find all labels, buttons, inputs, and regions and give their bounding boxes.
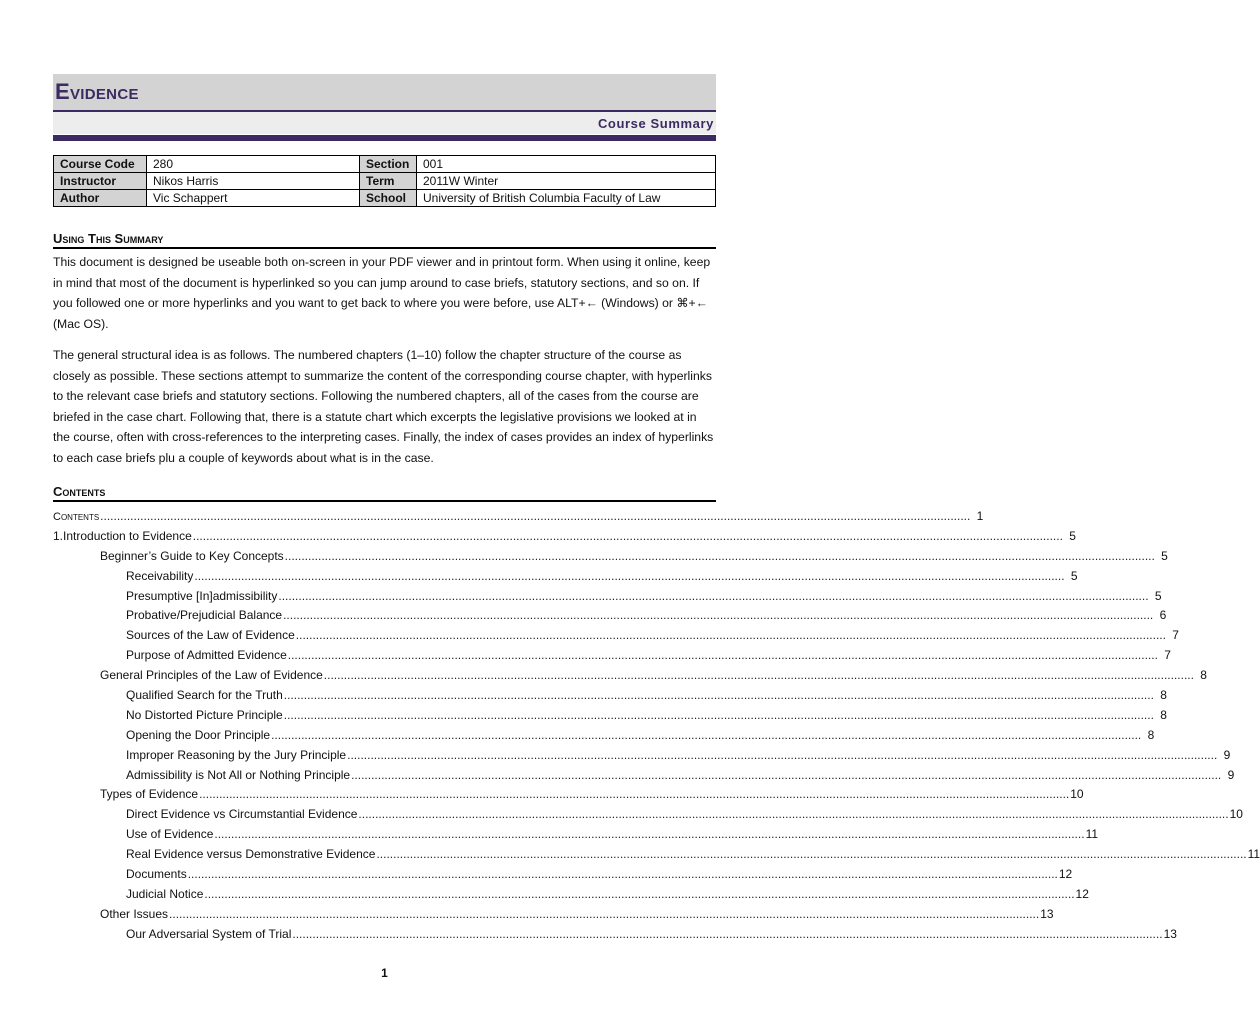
- toc-entry[interactable]: [53, 567, 1078, 587]
- toc-entry-label: Probative/Prejudicial Balance: [126, 608, 283, 623]
- toc-leader-dots: [296, 626, 1166, 646]
- toc-entry-label: Improper Reasoning by the Jury Principle: [126, 747, 347, 762]
- toc-entry-page: 5: [1069, 528, 1076, 543]
- document-title: Evidence: [55, 79, 139, 104]
- toc-leader-dots: [351, 766, 1221, 786]
- toc-entry-label: Qualified Search for the Truth: [126, 688, 283, 703]
- toc-entry-page: 7: [1172, 628, 1179, 643]
- toc-entry[interactable]: [53, 925, 1177, 945]
- toc-entry[interactable]: [53, 507, 984, 527]
- toc-leader-dots: [193, 527, 1063, 547]
- toc-entry[interactable]: [53, 766, 1235, 786]
- course-code-label: Course Code: [54, 156, 147, 173]
- toc-entry[interactable]: [53, 547, 1168, 567]
- toc-entry-page: 10: [1070, 787, 1084, 802]
- table-row: [54, 173, 716, 190]
- toc-entry-page: 1: [976, 509, 984, 523]
- toc-entry[interactable]: [53, 706, 1167, 726]
- toc-leader-dots: [324, 666, 1194, 686]
- toc-entry-page: 8: [1160, 688, 1167, 703]
- toc-entry[interactable]: [53, 626, 1179, 646]
- toc-entry-label: Judicial Notice: [126, 886, 204, 901]
- toc-entry[interactable]: [53, 805, 1243, 825]
- toc-entry-page: 5: [1154, 588, 1162, 603]
- subtitle-bar: [53, 112, 716, 134]
- instructor-label: Instructor: [54, 173, 147, 190]
- toc-entry-label: Real Evidence versus Demonstrative Evidence: [126, 847, 376, 862]
- toc-leader-dots: [214, 825, 1084, 845]
- toc-entry-page: 13: [1040, 906, 1054, 921]
- toc-entry-page: 9: [1223, 747, 1231, 762]
- school-value: University of British Columbia Faculty of Law: [417, 190, 716, 207]
- toc-entry[interactable]: [53, 845, 1260, 865]
- toc-entry-page: 11: [1085, 827, 1099, 842]
- section-value: 001: [417, 156, 716, 173]
- toc-entry-page: 9: [1227, 767, 1235, 782]
- toc-leader-dots: [288, 646, 1158, 666]
- toc-entry-page: 5: [1070, 568, 1078, 583]
- toc-leader-dots: [283, 606, 1153, 626]
- toc-entry-label: Introduction to Evidence: [63, 528, 192, 543]
- toc-entry-label: Types of Evidence: [100, 787, 199, 802]
- document-subtitle: Course Summary: [597, 116, 714, 131]
- toc-leader-dots: [347, 746, 1217, 766]
- toc-entry-page: 12: [1058, 867, 1073, 882]
- toc-entry-label: Our Adversarial System of Trial: [126, 926, 292, 941]
- term-label: Term: [360, 173, 417, 190]
- toc-leader-dots: [100, 507, 970, 527]
- instructor-value: Nikos Harris: [147, 173, 360, 190]
- author-label: Author: [54, 190, 147, 207]
- page-number: 1: [381, 966, 388, 980]
- toc-entry-label: Presumptive [In]admissibility: [126, 588, 278, 603]
- toc-entry-label: Other Issues: [100, 906, 169, 921]
- toc-leader-dots: [376, 845, 1246, 865]
- course-info-table: [53, 155, 716, 207]
- toc-entry[interactable]: [53, 885, 1089, 905]
- toc-entry-page: 12: [1075, 886, 1089, 901]
- toc-entry-label: Opening the Door Principle: [126, 727, 271, 742]
- toc-entry-label: Purpose of Admitted Evidence: [126, 648, 287, 663]
- toc-entry-page: 5: [1161, 548, 1168, 563]
- toc-leader-dots: [278, 587, 1148, 607]
- toc-entry-label: General Principles of the Law of Evidence: [100, 668, 323, 683]
- toc-entry-page: 11: [1247, 847, 1260, 862]
- toc-leader-dots: [188, 865, 1058, 885]
- toc-entry[interactable]: [53, 646, 1171, 666]
- school-label: School: [360, 190, 417, 207]
- toc-entry[interactable]: [53, 726, 1155, 746]
- author-value: Vic Schappert: [147, 190, 360, 207]
- using-summary-paragraph-2: The general structural idea is as follows. The numbered chapters (1–10) follow the chapter structure of the course as closely as possible. These sections attempt to summarize the content of the corresponding course chapter, with hyperlinks to the relevant case briefs and statutory sections. Following the numbered chapters, all of the cases from the course are briefed in the case chart. Following that, there is a statute chart which excerpts the legislative provisions we looked at in the course, often with cross-references to the interpreting cases. Finally, the index of cases provides an index of hyperlinks to each case briefs plu a couple of keywords about what is in the case.: [53, 348, 714, 465]
- toc-leader-dots: [284, 686, 1154, 706]
- table-row: [54, 190, 716, 207]
- contents-heading: Contents: [53, 484, 716, 502]
- toc-entry-label: Direct Evidence vs Circumstantial Evidence: [126, 807, 358, 822]
- toc-leader-dots: [271, 726, 1141, 746]
- toc-leader-dots: [284, 706, 1154, 726]
- toc-entry-label: Receivability: [126, 568, 194, 583]
- toc-entry-page: 8: [1200, 668, 1207, 683]
- toc-entry-page: 8: [1160, 707, 1167, 722]
- toc-entry-page: 6: [1159, 608, 1167, 623]
- toc-entry-page: 7: [1164, 648, 1171, 663]
- toc-leader-dots: [292, 925, 1162, 945]
- using-summary-paragraph-1: This document is designed be useable both on-screen in your PDF viewer and in printout form. When using it online, keep in mind that most of the document is hyperlinked so you can jump around to case briefs, statutory sections, and so on. If you followed one or more hyperlinks and you want to get back to where you were before, use ALT+← (Windows) or ⌘+← (Mac OS).: [53, 255, 711, 331]
- course-code-value: 280: [147, 156, 360, 173]
- toc-entry-number: 1.: [53, 528, 64, 543]
- table-row: [54, 156, 716, 173]
- toc-leader-dots: [358, 805, 1228, 825]
- using-summary-heading: Using This Summary: [53, 231, 716, 249]
- toc-entry[interactable]: [53, 587, 1162, 607]
- toc-entry-label: Admissibility is Not All or Nothing Principle: [126, 767, 351, 782]
- section-label: Section: [360, 156, 417, 173]
- header-divider: [53, 135, 716, 141]
- toc-entry[interactable]: [53, 527, 1076, 547]
- toc-entry[interactable]: [53, 746, 1231, 766]
- toc-entry[interactable]: [53, 686, 1167, 706]
- toc-entry[interactable]: [53, 785, 1084, 805]
- toc-entry[interactable]: [53, 825, 1099, 845]
- toc-entry-label: Documents: [126, 867, 187, 882]
- toc-leader-dots: [199, 785, 1069, 805]
- toc-entry-label: Sources of the Law of Evidence: [126, 628, 295, 643]
- toc-leader-dots: [194, 567, 1064, 587]
- term-value: 2011W Winter: [417, 173, 716, 190]
- toc-entry-label: No Distorted Picture Principle: [126, 707, 283, 722]
- toc-entry-page: 13: [1163, 926, 1177, 941]
- table-of-contents: [53, 507, 1260, 945]
- toc-entry[interactable]: [53, 666, 1207, 686]
- toc-leader-dots: [169, 905, 1039, 925]
- title-banner: [53, 74, 716, 111]
- toc-leader-dots: [204, 885, 1074, 905]
- toc-entry-label: Beginner’s Guide to Key Concepts: [100, 548, 284, 563]
- toc-entry-label: Use of Evidence: [126, 827, 214, 842]
- toc-entry-page: 10: [1229, 807, 1243, 822]
- toc-entry[interactable]: [53, 606, 1167, 626]
- toc-entry-label: Contents: [53, 511, 100, 523]
- toc-entry[interactable]: [53, 865, 1073, 885]
- toc-entry[interactable]: [53, 905, 1054, 925]
- toc-leader-dots: [285, 547, 1155, 567]
- toc-entry-page: 8: [1147, 727, 1155, 742]
